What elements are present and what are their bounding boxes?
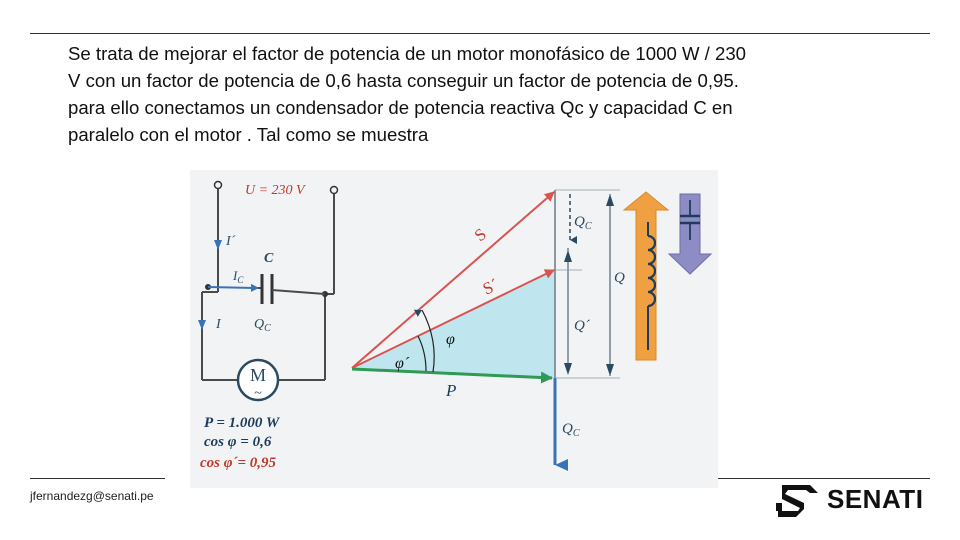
author-email: jfernandezg@senati.pe [30, 489, 154, 503]
label-ic-main: I [233, 268, 238, 283]
label-qc-sub: C [264, 323, 271, 334]
label-i-prime: I´ [226, 234, 236, 249]
label-phi-prime: φ´ [395, 355, 410, 372]
circuit-diagram [198, 182, 338, 472]
terminal-right [331, 187, 338, 194]
label-ic-sub: C [237, 275, 244, 285]
top-rule [30, 33, 930, 34]
bottom-rule-right [715, 478, 930, 479]
label-ic [232, 268, 244, 285]
label-capacitor: C [264, 251, 274, 266]
motor-wave: ~ [254, 386, 262, 401]
label-s-prime: S´ [479, 275, 502, 299]
label-s: S [470, 224, 490, 246]
spec-cos-phi: cos φ = 0,6 [204, 434, 272, 450]
cap-wire-right [272, 290, 325, 294]
problem-line: paralelo con el motor . Tal como se muestra [68, 124, 429, 145]
label-qc-bottom-main: Q [562, 421, 573, 437]
power-factor-figure [190, 170, 720, 490]
problem-line: Se trata de mejorar el factor de potencia de un motor monofásico de 1000 W / 230 [68, 43, 747, 64]
cap-current-wire [208, 287, 258, 288]
arrow-i-motor [198, 320, 206, 330]
label-qc-top-main: Q [574, 214, 585, 230]
voltage-label: U = 230 V [245, 183, 305, 198]
bottom-rule-left [30, 478, 165, 479]
label-p: P [446, 381, 457, 400]
label-qc-bottom-sub: C [572, 428, 580, 439]
motor-symbol: M [249, 365, 267, 385]
senati-logo-text: SENATI [827, 484, 924, 514]
label-q-prime: Q´ [574, 318, 590, 334]
label-i-motor: I [216, 317, 221, 332]
senati-logo-mark [778, 485, 818, 517]
problem-line: para ello conectamos un condensador de potencia reactiva Qc y capacidad C en [68, 97, 733, 118]
spec-cos-phi-prime: cos φ´= 0,95 [200, 455, 277, 471]
label-qc-top-sub: C [584, 221, 592, 232]
label-qc-circuit [254, 317, 271, 334]
problem-line: V con un factor de potencia de 0,6 hasta conseguir un factor de potencia de 0,95. [68, 70, 739, 91]
label-phi: φ [446, 331, 455, 348]
spec-power: P = 1.000 W [204, 415, 280, 431]
triangle-fill [352, 270, 555, 378]
label-q: Q [614, 270, 625, 286]
problem-statement [68, 40, 918, 148]
arrow-i-prime [214, 240, 222, 250]
label-qc-main: Q [254, 317, 265, 332]
terminal-left [215, 182, 222, 189]
power-triangle [352, 190, 715, 475]
senati-logo-mark-part [776, 503, 782, 511]
